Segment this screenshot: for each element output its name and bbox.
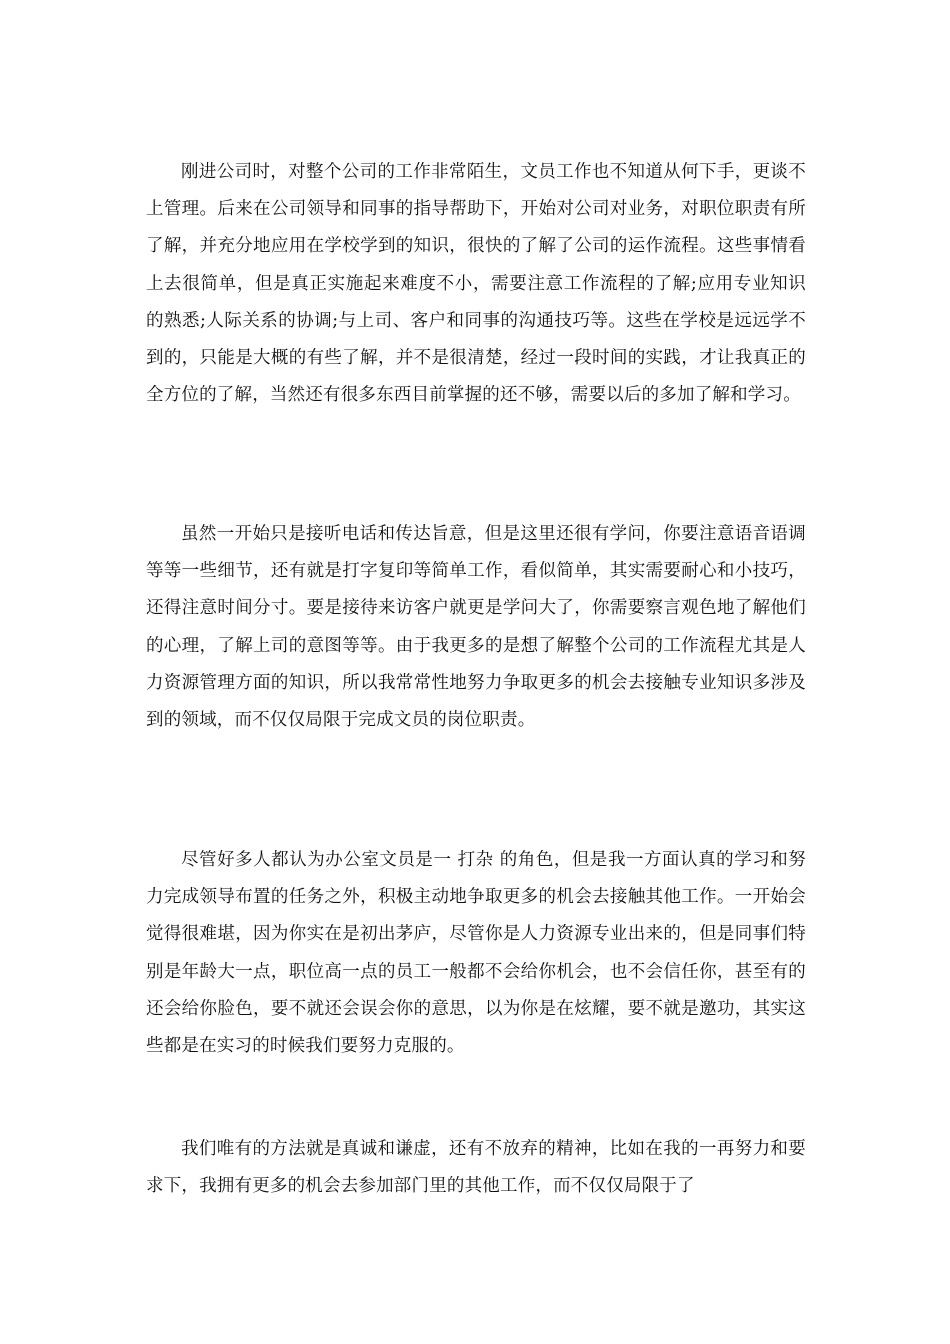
paragraph-2: 虽然一开始只是接听电话和传达旨意，但是这里还很有学问，你要注意语音语调等等一些细节，还有就是打字复印等简单工作，看似简单，其实需要耐心和小技巧，还得注意时间分寸。要是接待来访客户就更是学问大了，你需要察言观色地了解他们的心理，了解上司的意图等等。由于我更多的是想了解整个公司的工作流程尤其是人力资源管理方面的知识，所以我常常性地努力争取更多的机会去接触专业知识多涉及到的领域，而不仅仅局限于完成文员的岗位职责。 (146, 524, 806, 731)
paragraph-4: 我们唯有的方法就是真诚和谦虚，还有不放弃的精神，比如在我的一再努力和要求下，我拥有更多的机会去参加部门里的其他工作，而不仅仅局限于了 (146, 1139, 806, 1197)
paragraph-3: 尽管好多人都认为办公室文员是一 打杂 的角色，但是我一方面认真的学习和努力完成领导布置的任务之外，积极主动地争取更多的机会去接触其他工作。一开始会觉得很难堪，因为你实在是初出茅庐，尽管你是人力资源专业出来的，但是同事们特别是年龄大一点，职位高一点的员工一般都不会给你机会，也不会信任你，甚至有的还会给你脸色，要不就还会误会你的意思，以为你是在炫耀，要不就是邀功，其实这些都是在实习的时候我们要努力克服的。 (146, 850, 806, 1057)
paragraph-1: 刚进公司时，对整个公司的工作非常陌生，文员工作也不知道从何下手，更谈不上管理。后来在公司领导和同事的指导帮助下，开始对公司对业务，对职位职责有所了解，并充分地应用在学校学到的知识，很快的了解了公司的运作流程。这些事情看上去很简单，但是真正实施起来难度不小，需要注意工作流程的了解;应用专业知识的熟悉;人际关系的协调;与上司、客户和同事的沟通技巧等。这些在学校是远远学不到的，只能是大概的有些了解，并不是很清楚，经过一段时间的实践，才让我真正的全方位的了解，当然还有很多东西目前掌握的还不够，需要以后的多加了解和学习。 (146, 162, 806, 406)
